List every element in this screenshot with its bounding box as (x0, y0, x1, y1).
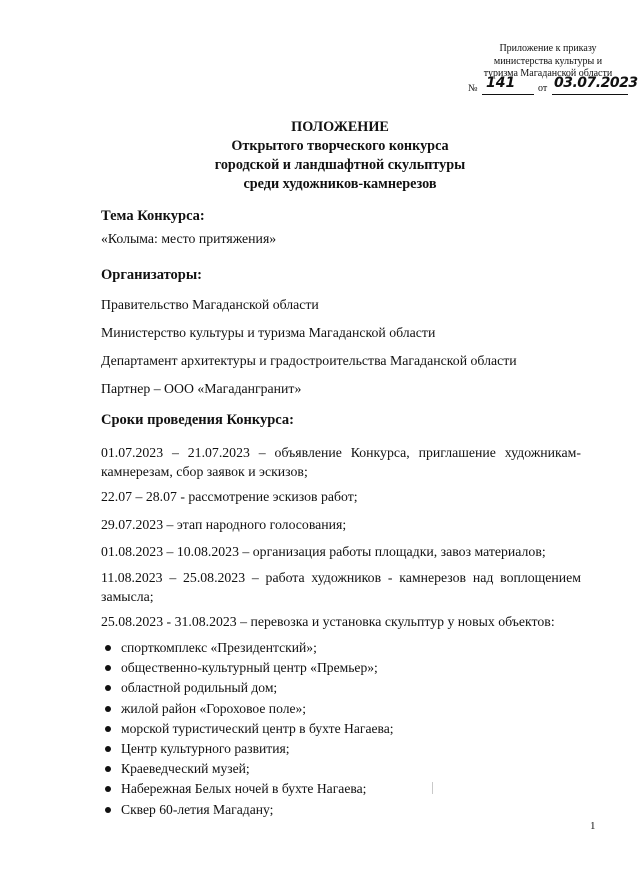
organizers-heading: Организаторы: (101, 267, 202, 283)
schedule-item: 25.08.2023 - 31.08.2023 – перевозка и установка скульптур у новых объектов: (101, 614, 555, 629)
list-item (101, 678, 394, 698)
schedule-heading: Сроки проведения Конкурса: (101, 412, 295, 428)
bullet-icon (105, 706, 111, 712)
appendix-note (468, 43, 638, 98)
date-prefix: от (538, 82, 548, 94)
bullet-icon (105, 665, 111, 671)
list-item (101, 658, 394, 678)
objects-list (101, 638, 394, 820)
number-underline (482, 94, 534, 95)
bullet-icon (105, 766, 111, 772)
list-item (101, 719, 394, 739)
bullet-icon (105, 807, 111, 813)
list-item-text: Центр культурного развития; (121, 741, 290, 757)
list-item-text: Набережная Белых ночей в бухте Нагаева; (121, 781, 367, 797)
list-item-text: морской туристический центр в бухте Нагаева; (121, 720, 394, 736)
title-line-1: ПОЛОЖЕНИЕ (291, 119, 389, 135)
organizer-item: Правительство Магаданской области (101, 297, 319, 312)
order-number-handwritten: 141 (486, 74, 516, 91)
title-line-4: среди художников-камнерезов (243, 176, 437, 192)
order-date-handwritten: 03.07.2023 (554, 74, 638, 91)
list-item (101, 699, 394, 719)
list-item-text: областной родильный дом; (121, 680, 278, 696)
organizer-item: Министерство культуры и туризма Магаданской области (101, 325, 436, 340)
list-item (101, 759, 394, 779)
schedule-item: 11.08.2023 – 25.08.2023 – работа художников - камнерезов над воплощением замысла; (101, 570, 581, 604)
list-item (101, 779, 394, 799)
list-item-text: жилой район «Гороховое поле»; (121, 700, 307, 716)
document-title (100, 118, 580, 194)
order-number-line (468, 74, 638, 98)
list-item-text: Сквер 60-летия Магадану; (121, 801, 274, 817)
list-item-text: общественно-культурный центр «Премьер»; (121, 660, 378, 676)
date-underline (552, 94, 628, 95)
list-item (101, 800, 394, 820)
bullet-icon (105, 685, 111, 691)
schedule-item: 29.07.2023 – этап народного голосования; (101, 517, 347, 532)
bullet-icon (105, 786, 111, 792)
bullet-icon (105, 746, 111, 752)
bullet-icon (105, 726, 111, 732)
list-item-text: спорткомплекс «Президентский»; (121, 640, 317, 655)
organizer-item: Департамент архитектуры и градостроительства Магаданской области (101, 353, 517, 368)
list-item (101, 739, 394, 759)
schedule-item: 01.08.2023 – 10.08.2023 – организация работы площадки, завоз материалов; (101, 544, 546, 559)
theme-heading: Тема Конкурса: (101, 208, 205, 224)
theme-text: «Колыма: место притяжения» (101, 231, 277, 246)
title-line-3: городской и ландшафтной скульптуры (214, 157, 466, 173)
appendix-line-1: Приложение к приказу (499, 43, 597, 54)
bullet-icon (105, 645, 111, 651)
list-item (101, 638, 394, 658)
schedule-item: 01.07.2023 – 21.07.2023 – объявление Конкурса, приглашение художникам-камнерезам, сбор заявок и эскизов; (101, 445, 581, 479)
schedule-item: 22.07 – 28.07 - рассмотрение эскизов работ; (101, 489, 358, 504)
scan-artifact (432, 782, 433, 794)
organizer-item: Партнер – ООО «Магадангранит» (101, 381, 302, 396)
appendix-line-3: туризма Магаданской области (483, 68, 613, 79)
page-number: 1 (590, 820, 596, 832)
appendix-line-2: министерства культуры и (493, 55, 603, 67)
title-line-2: Открытого творческого конкурса (231, 138, 449, 154)
number-sign: № (468, 82, 478, 94)
list-item-text: Краеведческий музей; (121, 761, 250, 777)
